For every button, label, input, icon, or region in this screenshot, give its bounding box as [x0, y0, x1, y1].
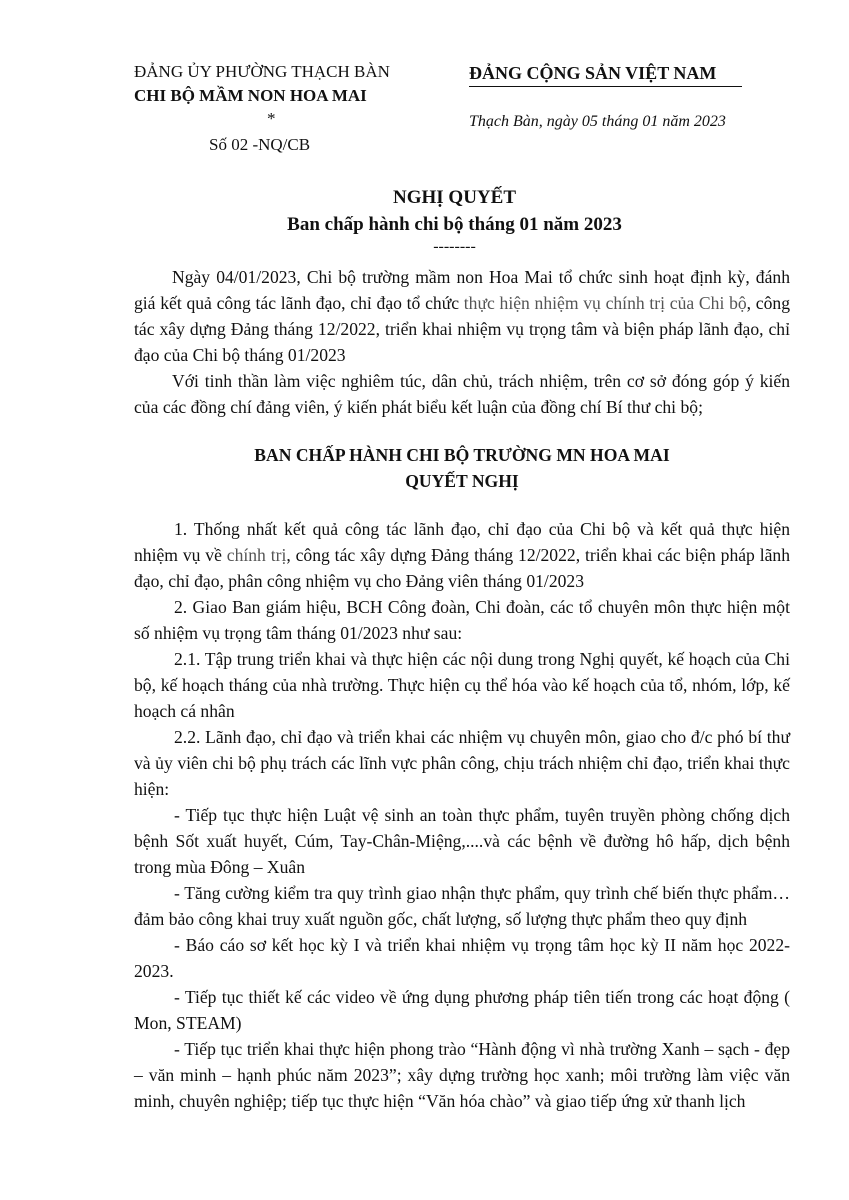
- party-committee-name: ĐẢNG ỦY PHƯỜNG THẠCH BÀN: [134, 62, 390, 81]
- highlighted-text: thực hiện nhiệm vụ chính trị của Chi bộ: [463, 293, 747, 313]
- intro-paragraph-1: Ngày 04/01/2023, Chi bộ trường mầm non Hoa Mai tổ chức sinh hoạt định kỳ, đánh giá kết quả công tác lãnh đạo, chỉ đạo tổ chức thực hiện nhiệm vụ chính trị của Chi bộ, công tác xây dựng Đảng tháng 12/2022, triển khai nhiệm vụ trọng tâm và biện pháp lãnh đạo, chỉ đạo của Chi bộ tháng 01/2023: [134, 267, 791, 365]
- place-date: Thạch Bàn, ngày 05 tháng 01 năm 2023: [469, 113, 726, 130]
- party-name-heading: ĐẢNG CỘNG SẢN VIỆT NAM: [469, 63, 717, 83]
- highlighted-text: chính trị: [226, 545, 287, 565]
- intro-section: [134, 264, 790, 420]
- document-subtitle: Ban chấp hành chi bộ tháng 01 năm 2023: [287, 214, 622, 235]
- item-2-2: 2.2. Lãnh đạo, chỉ đạo và triển khai các nhiệm vụ chuyên môn, giao cho đ/c phó bí thư và ủy viên chi bộ phụ trách các lĩnh vực phân công, chịu trách nhiệm chỉ đạo, triển khai thực hiện:: [134, 727, 790, 799]
- resolution-heading: [134, 442, 790, 494]
- bullet-semester-report: - Báo cáo sơ kết học kỳ I và triển khai nhiệm vụ trọng tâm học kỳ II năm học 2022- 2023.: [134, 935, 790, 981]
- header-star: *: [267, 109, 276, 128]
- title-rule: --------: [433, 238, 476, 255]
- bullet-videos: - Tiếp tục thiết kế các video về ứng dụng phương pháp tiên tiến trong các hoạt động ( Mon, STEAM): [134, 987, 790, 1033]
- resolution-heading-line2: QUYẾT NGHỊ: [405, 471, 519, 491]
- document-number: Số 02 -NQ/CB: [209, 135, 311, 154]
- bullet-green-school: - Tiếp tục triển khai thực hiện phong trào “Hành động vì nhà trường Xanh – sạch - đẹp – văn minh – hạnh phúc năm 2023”; xây dựng trường học xanh; môi trường làm việc văn minh, chuyên nghiệp; tiếp tục thực hiện “Văn hóa chào” và giao tiếp ứng xử thanh lịch: [134, 1039, 790, 1111]
- bullet-inspection: - Tăng cường kiểm tra quy trình giao nhận thực phẩm, quy trình chế biến thực phẩm… đảm bảo công khai truy xuất nguồn gốc, chất lượng, số lượng thực phẩm theo quy định: [134, 883, 790, 929]
- intro-paragraph-2: Với tinh thần làm việc nghiêm túc, dân chủ, trách nhiệm, trên cơ sở đóng góp ý kiến của các đồng chí đảng viên, ý kiến phát biểu kết luận của đồng chí Bí thư chi bộ;: [134, 371, 790, 417]
- item-1: 1. Thống nhất kết quả công tác lãnh đạo, chỉ đạo của Chi bộ và kết quả thực hiện nhiệm vụ về chính trị, công tác xây dựng Đảng tháng 12/2022, triển khai các biện pháp lãnh đạo, chỉ đạo, phân công nhiệm vụ cho Đảng viên tháng 01/2023: [134, 519, 790, 591]
- bullet-food-safety: - Tiếp tục thực hiện Luật vệ sinh an toàn thực phẩm, tuyên truyền phòng chống dịch bệnh Sốt xuất huyết, Cúm, Tay-Chân-Miệng,....và các bệnh về đường hô hấp, dịch bệnh trong mùa Đông – Xuân: [134, 805, 790, 877]
- party-cell-name: CHI BỘ MẦM NON HOA MAI: [134, 86, 367, 105]
- item-2-1: 2.1. Tập trung triển khai và thực hiện các nội dung trong Nghị quyết, kế hoạch của Chi bộ, kế hoạch tháng của nhà trường. Thực hiện cụ thể hóa vào kế hoạch của tổ, nhóm, lớp, kế hoạch cá nhân: [134, 649, 790, 721]
- document-title: NGHỊ QUYẾT: [393, 187, 516, 208]
- item-2: 2. Giao Ban giám hiệu, BCH Công đoàn, Chi đoàn, các tổ chuyên môn thực hiện một số nhiệm vụ trọng tâm tháng 01/2023 như sau:: [134, 597, 790, 643]
- resolution-heading-line1: BAN CHẤP HÀNH CHI BỘ TRƯỜNG MN HOA MAI: [254, 445, 670, 465]
- party-name-underline: [469, 86, 742, 87]
- resolution-items: [134, 516, 790, 1114]
